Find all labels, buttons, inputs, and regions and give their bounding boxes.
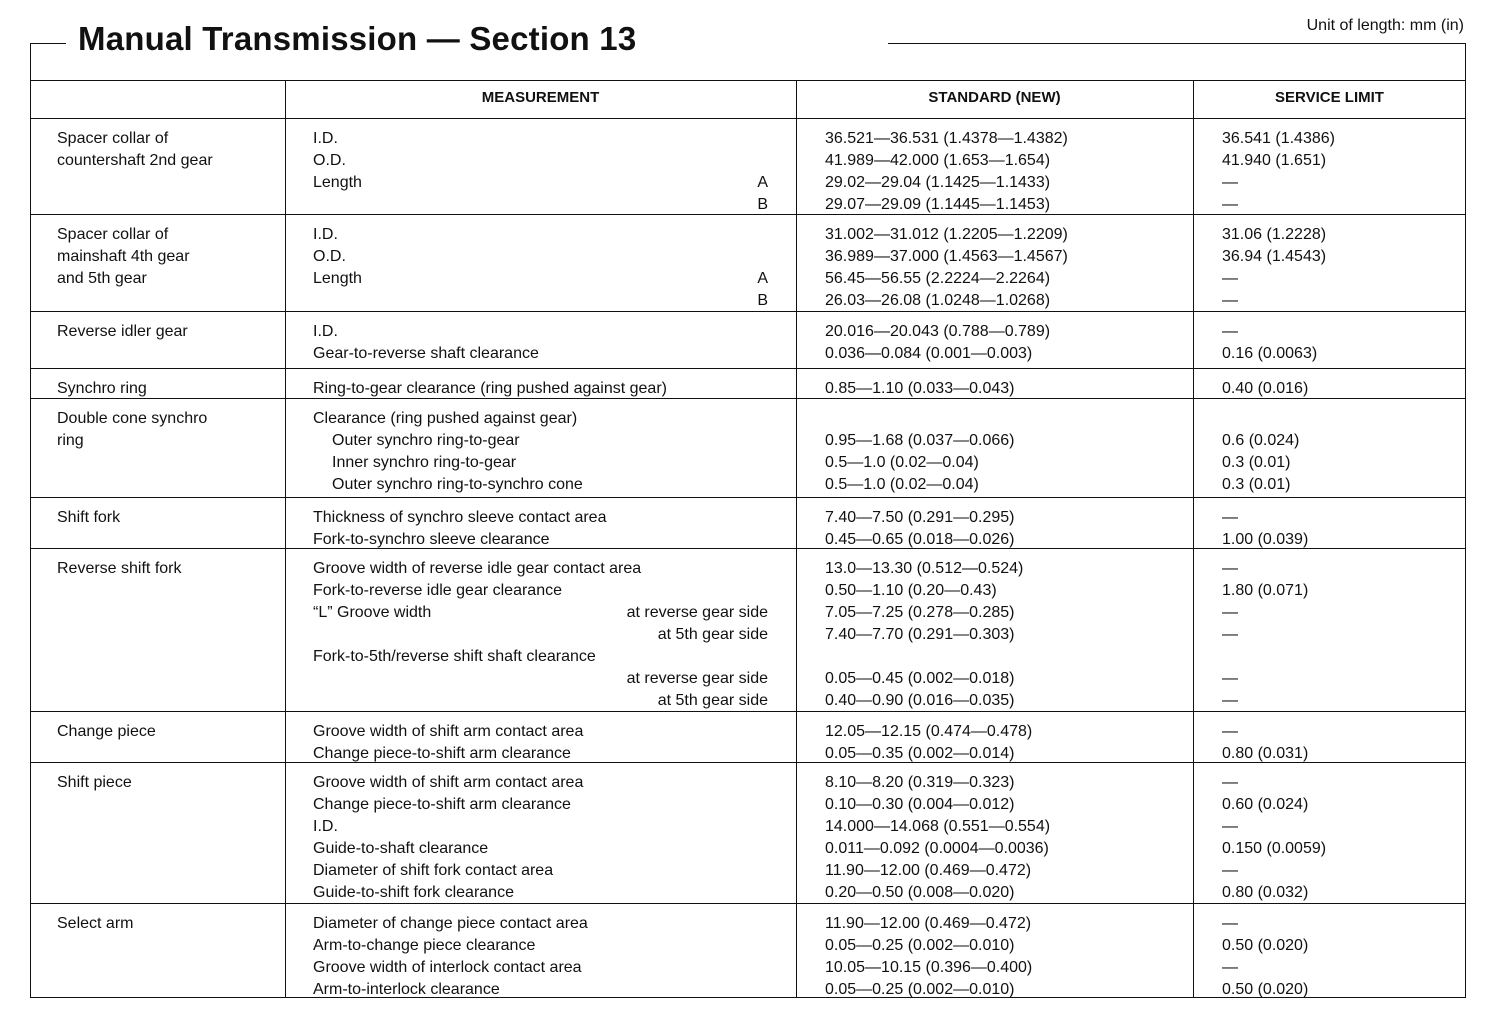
spec-line (30, 602, 1466, 624)
standard-value: 7.05—7.25 (0.278—0.285) (825, 604, 1015, 621)
service-limit-value: 0.150 (0.0059) (1222, 840, 1327, 857)
item-name: Select arm (57, 915, 134, 932)
item-name: Shift piece (57, 774, 132, 791)
measurement-qualifier: B (757, 196, 768, 213)
measurement-qualifier: at reverse gear side (626, 604, 768, 621)
spec-line (30, 290, 1466, 312)
service-limit-value: — (1222, 604, 1238, 621)
service-limit-value: 31.06 (1.2228) (1222, 226, 1327, 243)
spec-line (30, 979, 1466, 1001)
measurement-text: I.D. (313, 130, 338, 147)
item-name: Reverse shift fork (57, 560, 182, 577)
measurement-text: I.D. (313, 323, 338, 340)
standard-value: 31.002—31.012 (1.2205—1.2209) (825, 226, 1068, 243)
measurement-qualifier: at 5th gear side (657, 692, 768, 709)
standard-value: 0.10—0.30 (0.004—0.012) (825, 796, 1015, 813)
standard-value: 0.011—0.092 (0.0004—0.0036) (825, 840, 1049, 857)
measurement-qualifier: A (757, 270, 768, 287)
measurement-text: I.D. (313, 226, 338, 243)
measurement-text: Diameter of change piece contact area (313, 915, 588, 932)
standard-value: 20.016—20.043 (0.788—0.789) (825, 323, 1051, 340)
spec-line (30, 194, 1466, 216)
spec-line (30, 646, 1466, 668)
standard-value: 10.05—10.15 (0.396—0.400) (825, 959, 1033, 976)
service-limit-value: — (1222, 862, 1238, 879)
measurement-text: Length (313, 270, 362, 287)
spec-line (30, 957, 1466, 979)
table-row (30, 711, 1466, 762)
standard-value: 11.90—12.00 (0.469—0.472) (825, 915, 1032, 932)
item-name: Synchro ring (57, 380, 147, 397)
service-limit-value: — (1222, 670, 1238, 687)
table-row (30, 368, 1466, 398)
service-limit-value: 0.80 (0.032) (1222, 884, 1309, 901)
measurement-text: Fork-to-reverse idle gear clearance (313, 582, 562, 599)
item-name: Double cone synchro ring (57, 410, 208, 449)
service-limit-value: 0.3 (0.01) (1222, 454, 1291, 471)
spec-line (30, 913, 1466, 935)
spec-line (30, 246, 1466, 268)
spec-line (30, 882, 1466, 904)
spec-line (30, 452, 1466, 474)
measurement-text: Outer synchro ring-to-synchro cone (332, 476, 583, 493)
standard-value: 36.989—37.000 (1.4563—1.4567) (825, 248, 1068, 265)
item-name: Reverse idler gear (57, 323, 188, 340)
service-limit-value: — (1222, 818, 1238, 835)
spec-line (30, 838, 1466, 860)
header-top-line (30, 80, 1466, 81)
spec-line (30, 507, 1466, 529)
measurement-text: O.D. (313, 248, 346, 265)
measurement-text: Thickness of synchro sleeve contact area (313, 509, 607, 526)
standard-value: 29.02—29.04 (1.1425—1.1433) (825, 174, 1051, 191)
service-limit-value: 0.50 (0.020) (1222, 937, 1309, 954)
spec-line (30, 668, 1466, 690)
spec-line (30, 721, 1466, 743)
standard-value: 14.000—14.068 (0.551—0.554) (825, 818, 1051, 835)
service-limit-value: 1.00 (0.039) (1222, 531, 1309, 548)
service-limit-value: 0.40 (0.016) (1222, 380, 1309, 397)
service-limit-value: — (1222, 560, 1238, 577)
service-limit-value: — (1222, 692, 1238, 709)
measurement-text: Ring-to-gear clearance (ring pushed against gear) (313, 380, 667, 397)
service-limit-value: — (1222, 174, 1238, 191)
spec-line (30, 268, 1466, 290)
measurement-qualifier: B (757, 292, 768, 309)
standard-value: 29.07—29.09 (1.1445—1.1453) (825, 196, 1051, 213)
service-limit-value: 36.94 (1.4543) (1222, 248, 1327, 265)
standard-value: 7.40—7.70 (0.291—0.303) (825, 626, 1015, 643)
service-limit-value: 1.80 (0.071) (1222, 582, 1309, 599)
service-limit-value: — (1222, 626, 1238, 643)
standard-value: 0.05—0.25 (0.002—0.010) (825, 937, 1015, 954)
measurement-text: Diameter of shift fork contact area (313, 862, 554, 879)
spec-line (30, 624, 1466, 646)
spec-line (30, 794, 1466, 816)
measurement-text: Gear-to-reverse shaft clearance (313, 345, 539, 362)
measurement-text: Inner synchro ring-to-gear (332, 454, 517, 471)
standard-value: 0.05—0.35 (0.002—0.014) (825, 745, 1015, 762)
service-limit-value: — (1222, 270, 1238, 287)
service-limit-value: 0.16 (0.0063) (1222, 345, 1318, 362)
service-limit-value: — (1222, 196, 1238, 213)
item-name: Spacer collar of countershaft 2nd gear (57, 130, 213, 169)
service-limit-value: 0.60 (0.024) (1222, 796, 1309, 813)
column-header-standard: STANDARD (NEW) (928, 89, 1061, 106)
spec-line (30, 408, 1466, 430)
standard-value: 0.20—0.50 (0.008—0.020) (825, 884, 1015, 901)
page-title: Manual Transmission — Section 13 (78, 20, 637, 57)
measurement-text: “L” Groove width (313, 604, 432, 621)
standard-value: 0.45—0.65 (0.018—0.026) (825, 531, 1015, 548)
standard-value: 11.90—12.00 (0.469—0.472) (825, 862, 1032, 879)
item-name: Spacer collar of mainshaft 4th gear and 5th gear (57, 226, 190, 287)
service-limit-value: 41.940 (1.651) (1222, 152, 1327, 169)
standard-value: 0.40—0.90 (0.016—0.035) (825, 692, 1015, 709)
spec-line (30, 935, 1466, 957)
table-row (30, 903, 1466, 998)
measurement-text: Change piece-to-shift arm clearance (313, 745, 571, 762)
measurement-text: Groove width of reverse idle gear contact area (313, 560, 642, 577)
service-limit-value: 36.541 (1.4386) (1222, 130, 1335, 147)
service-limit-value: 0.3 (0.01) (1222, 476, 1291, 493)
service-limit-value: 0.50 (0.020) (1222, 981, 1309, 998)
spec-line (30, 378, 1466, 400)
measurement-text: Groove width of interlock contact area (313, 959, 582, 976)
spec-line (30, 474, 1466, 496)
service-limit-value: — (1222, 723, 1238, 740)
spec-line (30, 580, 1466, 602)
spec-line (30, 860, 1466, 882)
measurement-text: O.D. (313, 152, 346, 169)
measurement-text: Guide-to-shift fork clearance (313, 884, 514, 901)
service-limit-value: 0.80 (0.031) (1222, 745, 1309, 762)
service-limit-value: — (1222, 509, 1238, 526)
spec-line (30, 772, 1466, 794)
spec-line (30, 816, 1466, 838)
measurement-text: Clearance (ring pushed against gear) (313, 410, 578, 427)
standard-value: 0.85—1.10 (0.033—0.043) (825, 380, 1015, 397)
standard-value: 7.40—7.50 (0.291—0.295) (825, 509, 1015, 526)
spec-line (30, 690, 1466, 712)
measurement-text: Fork-to-synchro sleeve clearance (313, 531, 550, 548)
standard-value: 0.5—1.0 (0.02—0.04) (825, 476, 979, 493)
standard-value: 0.50—1.10 (0.20—0.43) (825, 582, 997, 599)
spec-line (30, 343, 1466, 365)
service-limit-value: — (1222, 323, 1238, 340)
measurement-qualifier: A (757, 174, 768, 191)
table-row (30, 762, 1466, 903)
table-row (30, 398, 1466, 497)
standard-value: 56.45—56.55 (2.2224—2.2264) (825, 270, 1051, 287)
service-limit-value: — (1222, 292, 1238, 309)
standard-value: 0.036—0.084 (0.001—0.003) (825, 345, 1033, 362)
standard-value: 0.5—1.0 (0.02—0.04) (825, 454, 979, 471)
column-header-service-limit: SERVICE LIMIT (1275, 89, 1384, 106)
service-limit-value: 0.6 (0.024) (1222, 432, 1300, 449)
service-limit-value: — (1222, 959, 1238, 976)
standard-value: 12.05—12.15 (0.474—0.478) (825, 723, 1033, 740)
measurement-text: Groove width of shift arm contact area (313, 774, 584, 791)
spec-line (30, 430, 1466, 452)
measurement-text: Arm-to-change piece clearance (313, 937, 536, 954)
service-limit-value: — (1222, 774, 1238, 791)
measurement-text: Groove width of shift arm contact area (313, 723, 584, 740)
spec-line (30, 172, 1466, 194)
standard-value: 41.989—42.000 (1.653—1.654) (825, 152, 1051, 169)
spec-line (30, 224, 1466, 246)
unit-note: Unit of length: mm (in) (1306, 17, 1464, 34)
spec-line (30, 321, 1466, 343)
spec-line (30, 558, 1466, 580)
measurement-text: Length (313, 174, 362, 191)
standard-value: 13.0—13.30 (0.512—0.524) (825, 560, 1024, 577)
table-row (30, 548, 1466, 711)
measurement-qualifier: at reverse gear side (626, 670, 768, 687)
measurement-text: Guide-to-shaft clearance (313, 840, 489, 857)
standard-value: 0.95—1.68 (0.037—0.066) (825, 432, 1015, 449)
measurement-text: Arm-to-interlock clearance (313, 981, 500, 998)
standard-value: 0.05—0.25 (0.002—0.010) (825, 981, 1015, 998)
table-row (30, 214, 1466, 311)
standard-value: 36.521—36.531 (1.4378—1.4382) (825, 130, 1068, 147)
table-row (30, 497, 1466, 548)
column-header-measurement: MEASUREMENT (481, 89, 600, 106)
spec-line (30, 150, 1466, 172)
service-limit-value: — (1222, 915, 1238, 932)
measurement-text: Fork-to-5th/reverse shift shaft clearance (313, 648, 596, 665)
standard-value: 0.05—0.45 (0.002—0.018) (825, 670, 1015, 687)
item-name: Change piece (57, 723, 156, 740)
measurement-text: Change piece-to-shift arm clearance (313, 796, 571, 813)
standard-value: 8.10—8.20 (0.319—0.323) (825, 774, 1015, 791)
measurement-qualifier: at 5th gear side (657, 626, 768, 643)
measurement-text: I.D. (313, 818, 338, 835)
measurement-text: Outer synchro ring-to-gear (332, 432, 520, 449)
table-row (30, 118, 1466, 214)
spec-line (30, 128, 1466, 150)
item-name: Shift fork (57, 509, 121, 526)
table-row (30, 311, 1466, 368)
standard-value: 26.03—26.08 (1.0248—1.0268) (825, 292, 1051, 309)
